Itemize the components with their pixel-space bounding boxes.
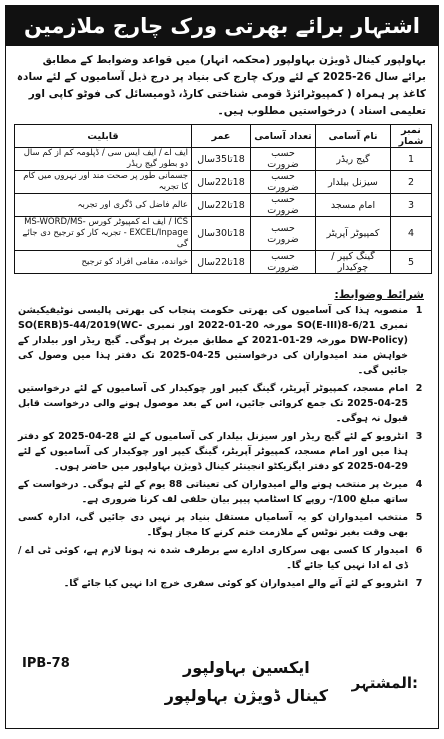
cell-age: 18تا30سال	[192, 217, 251, 251]
term-item	[6, 381, 438, 426]
table-row	[15, 194, 432, 217]
cell-serial: 3	[391, 194, 432, 217]
term-text: امیدوار کا کسی بھی سرکاری ادارے سے برطرف شدہ نہ ہونا لازم ہے، کوئی ٹی اے / ڈی اے ادا نہیں کیا جائے گا۔	[18, 545, 408, 571]
term-item	[6, 543, 438, 573]
posts-table	[14, 124, 432, 274]
signature-line-1: ایکسین بہاولپور	[183, 658, 310, 677]
col-count: تعداد آسامی	[251, 125, 316, 148]
cell-serial: 1	[391, 148, 432, 171]
cell-qualification: جسمانی طور پر صحت مند اور نہروں میں کام کا تجربہ	[15, 171, 192, 194]
term-item	[6, 429, 438, 474]
table-header-row	[15, 125, 432, 148]
col-post-name: نام آسامی	[316, 125, 391, 148]
term-text: منصوبہ ہذا کی آسامیوں کی بھرتی حکومت پنجاب کی بھرتی پالیسی نوٹیفیکیشن نمبری SO(E-III)8-6/21 مورخہ 20-01-2022 اور نمبری SO(ERB)5-44/2019(WC-DW-Policy) مورخہ 29-01-2021 کے مطابق میرٹ پر ہوگی۔ گیج ریڈر اور بیلدار کے خواہش مند امیدواران کی درخواستیں 25-04-2025 تک دفتر ہذا میں وصول کی جائیں گی۔	[18, 305, 409, 376]
cell-serial: 2	[391, 171, 432, 194]
cell-serial: 4	[391, 217, 432, 251]
term-number: 1	[415, 305, 423, 316]
signature-block	[165, 654, 328, 710]
footer	[6, 648, 438, 728]
table-row	[15, 251, 432, 274]
intro-paragraph: بہاولپور کینال ڈویژن بہاولپور (محکمہ انہار) میں قواعد وضوابط کے مطابق برائے سال 26-2025 کے لئے ورک چارج کی بنیاد پر درج ذیل آسامیوں کے لئے سادہ کاغذ پر ہمراہ ( کمپیوٹرائزڈ قومی شناختی کارڈ، ڈومیسائل کی فوٹو کاپی اور تعلیمی اسناد ) درخواستیں مطلوب ہیں۔	[16, 54, 426, 117]
banner-title: اشتہار برائے بھرتی ورک چارج ملازمین	[6, 6, 438, 46]
cell-qualification: عالم فاضل کی ڈگری اور تجربہ	[15, 194, 192, 217]
col-age: عمر	[192, 125, 251, 148]
cell-qualification: ایف اے / ایف ایس سی / ڈپلومہ کم از کم سال دو بطور گیج ریڈر	[15, 148, 192, 171]
term-number: 3	[415, 431, 423, 442]
cell-post-name: سیزنل بیلدار	[316, 171, 391, 194]
cell-qualification: خواندہ، مقامی افراد کو ترجیح	[15, 251, 192, 274]
cell-age: 18تا22سال	[192, 171, 251, 194]
term-number: 5	[415, 512, 423, 523]
cell-count: حسب ضرورت	[251, 171, 316, 194]
cell-age: 18تا22سال	[192, 251, 251, 274]
cell-post-name: امام مسجد	[316, 194, 391, 217]
term-item	[6, 576, 438, 591]
cell-age: 18تا22سال	[192, 194, 251, 217]
term-item	[6, 510, 438, 540]
cell-post-name: گیج ریڈر	[316, 148, 391, 171]
signature-line-2: کینال ڈویژن بہاولپور	[164, 686, 328, 705]
table-row	[15, 148, 432, 171]
cell-count: حسب ضرورت	[251, 251, 316, 274]
cell-qualification: ICS / ایف اے کمپیوٹر کورس MS-WORD/MS-EXCEL/Inpage - تجربہ کار کو ترجیح دی جائے گی	[15, 217, 192, 251]
term-item	[6, 477, 438, 507]
term-number: 7	[415, 578, 423, 589]
term-number: 4	[415, 479, 423, 490]
cell-count: حسب ضرورت	[251, 194, 316, 217]
cell-count: حسب ضرورت	[251, 148, 316, 171]
advertisement-page	[5, 5, 439, 729]
col-serial: نمبر شمار	[391, 125, 432, 148]
ipb-code: IPB-78	[22, 656, 70, 671]
term-number: 2	[415, 383, 423, 394]
table-row	[15, 171, 432, 194]
term-number: 6	[415, 545, 423, 556]
term-text: منتخب امیدواران کو یہ آسامیاں مستقل بنیاد پر نہیں دی جائیں گی، ادارہ کسی بھی وقت بغیر نوٹس کے ملازمت ختم کرنے کا مجاز ہوگا۔	[18, 512, 408, 538]
cell-post-name: گینگ کیپر / چوکیدار	[316, 251, 391, 274]
col-qualification: قابلیت	[15, 125, 192, 148]
term-text: امام مسجد، کمپیوٹر آپریٹر، گینگ کیپر اور چوکیدار کی آسامیوں کے لئے درخواستیں 25-04-2025 تک جمع کروائی جائیں، اس کے بعد موصول ہونے والی درخواست قابل قبول نہ ہوگی۔	[18, 383, 408, 424]
cell-count: حسب ضرورت	[251, 217, 316, 251]
cell-serial: 5	[391, 251, 432, 274]
terms-heading: شرائط وضوابط:	[334, 288, 424, 301]
term-item	[6, 303, 438, 378]
cell-age: 18تا35سال	[192, 148, 251, 171]
advertiser-label: المشتہر:	[351, 674, 418, 692]
cell-post-name: کمپیوٹر آپریٹر	[316, 217, 391, 251]
table-row	[15, 217, 432, 251]
term-text: میرٹ پر منتخب ہونے والے امیدواران کی تعیناتی 88 یوم کے لئے ہوگی۔ درخواست کے ساتھ مبلغ 100/- روپے کا اسٹامپ پیپر بیان حلفی لف کرنا ضروری ہے۔	[18, 479, 408, 505]
term-text: انٹرویو کے لئے آنے والے امیدواران کو کوئی سفری خرچ ادا نہیں کیا جائے گا۔	[63, 578, 408, 589]
term-text: انٹرویو کے لئے گیج ریڈر اور سیزنل بیلدار کی آسامیوں کے لئے 28-04-2025 کو دفتر ہذا میں اور امام مسجد، کمپیوٹر آپریٹر، گینگ کیپر اور چوکیدار کی آسامیوں کے لئے 29-04-2025 کو دفتر ایگزیکٹو انجینئر کینال ڈویژن بہاولپور میں حاضر ہوں۔	[18, 431, 408, 472]
